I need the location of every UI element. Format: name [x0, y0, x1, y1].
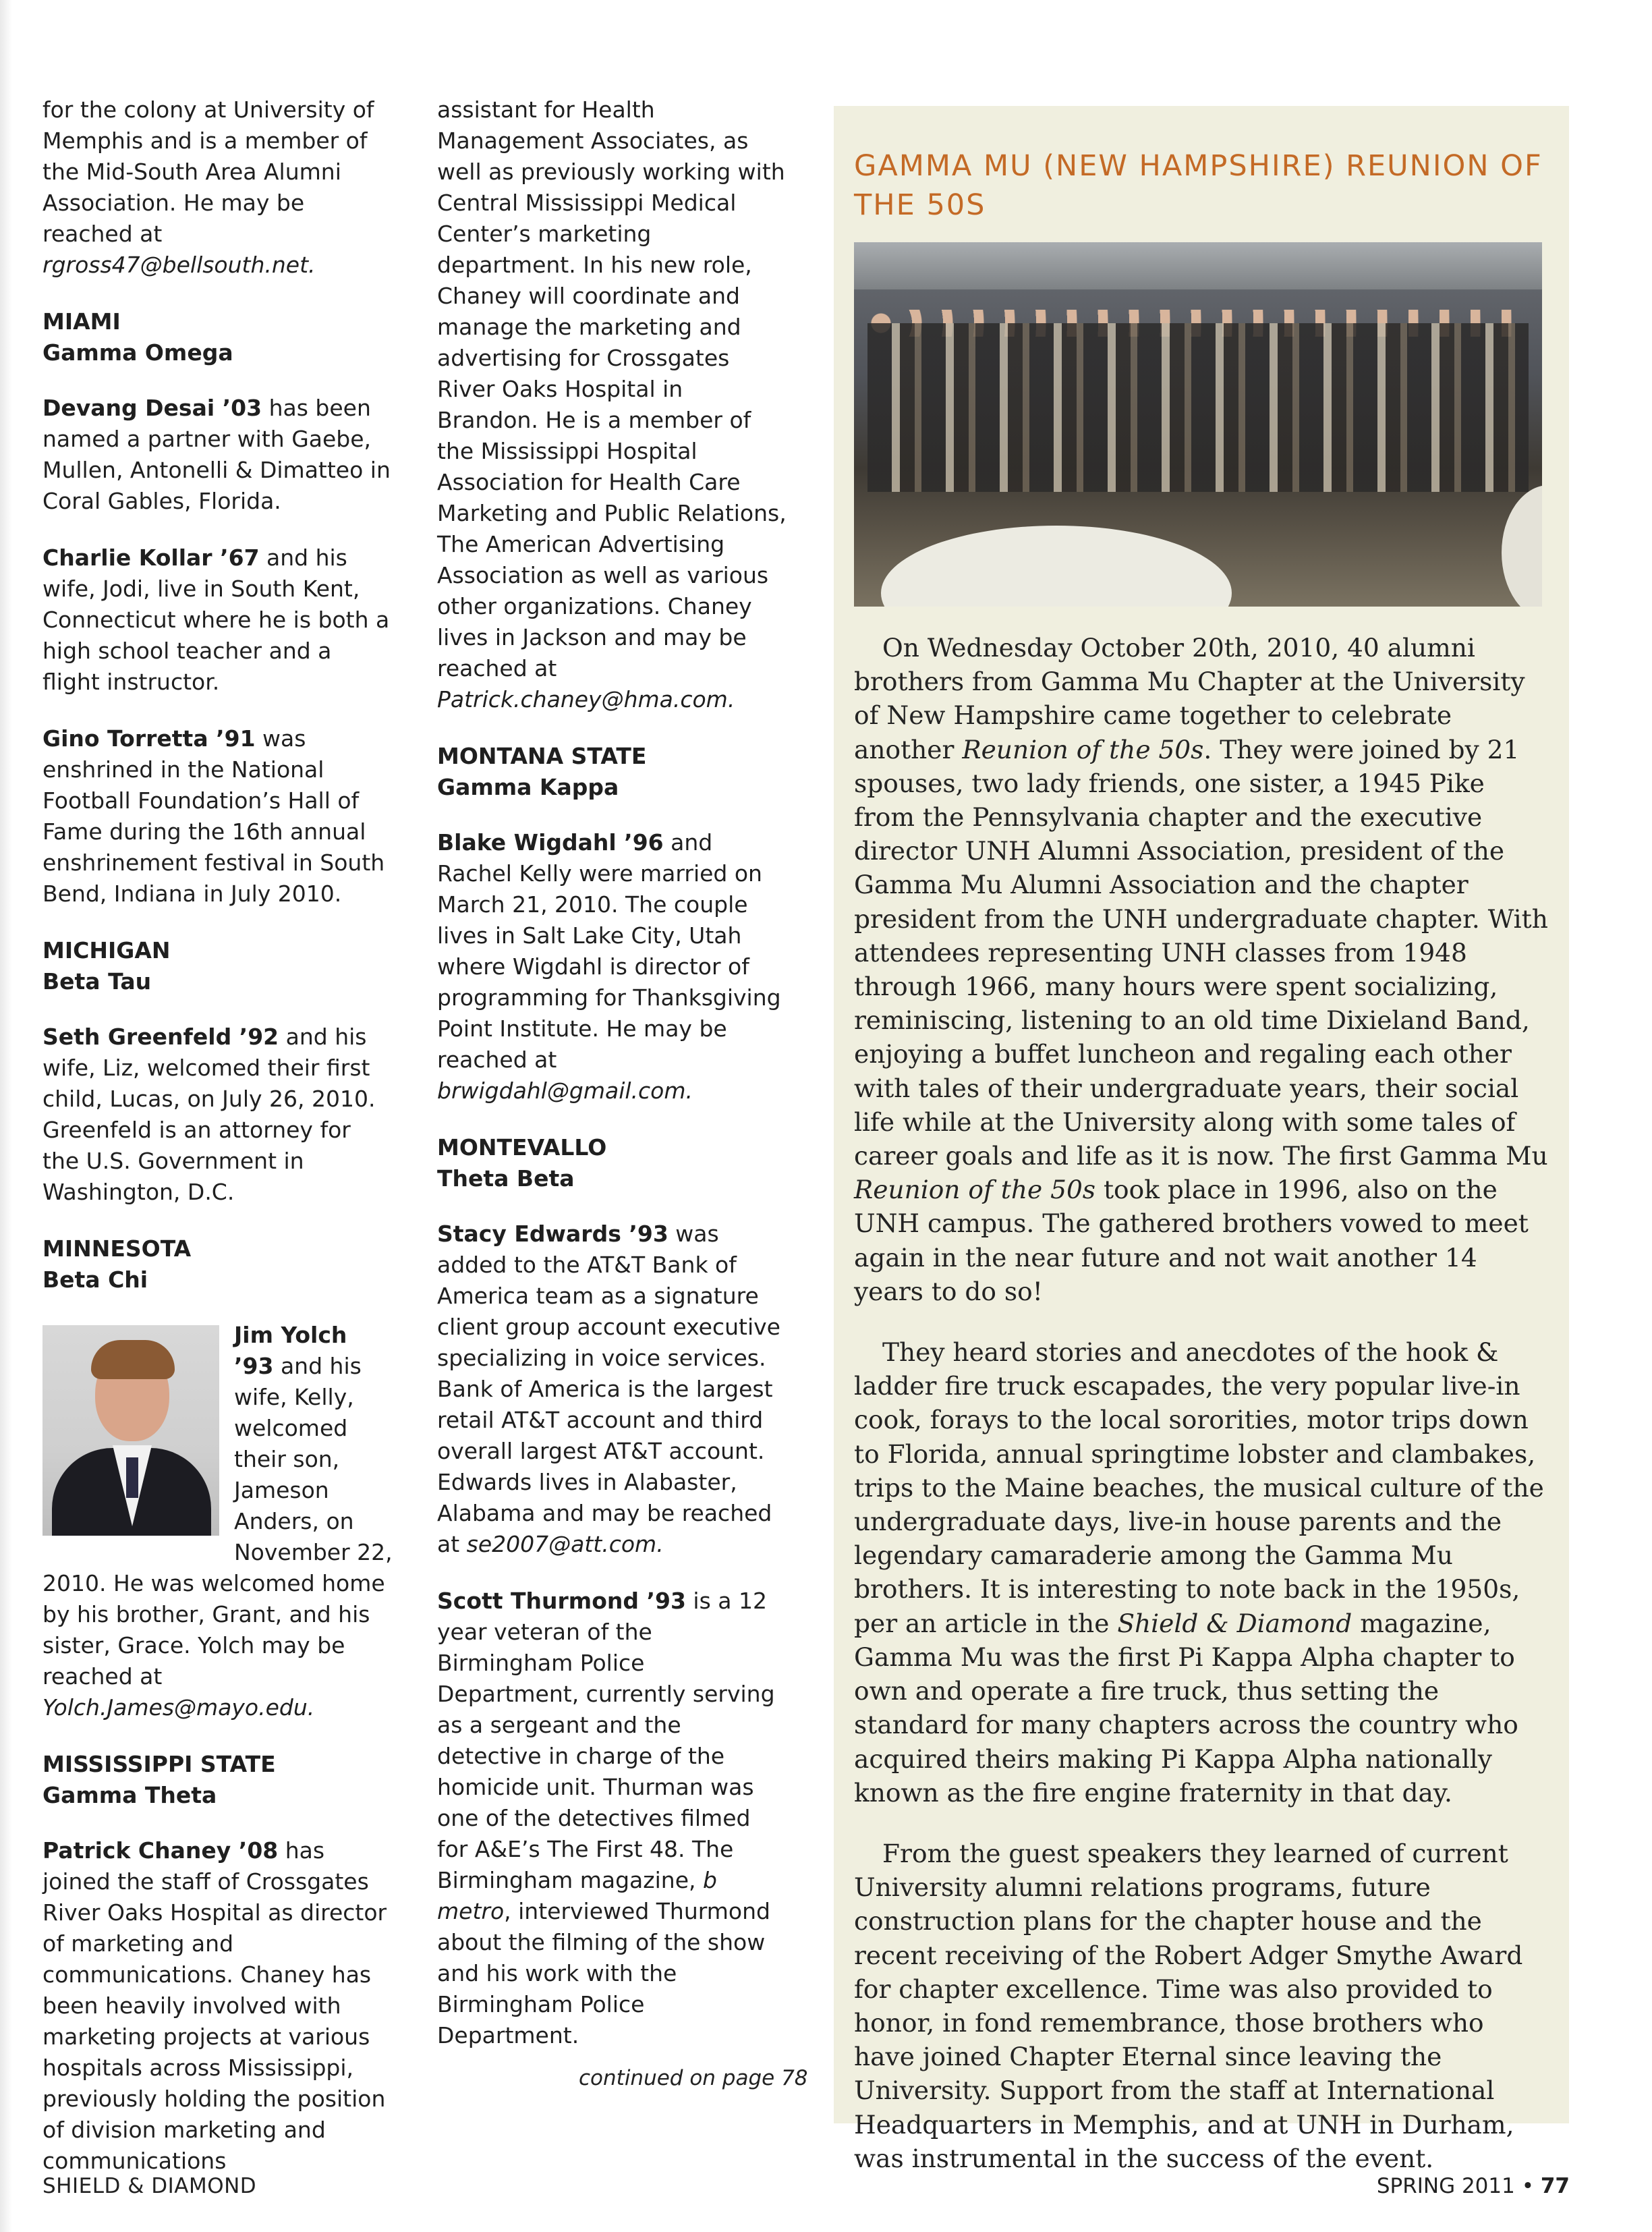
entry-desai: Devang Desai ’03 has been named a partner with Gaebe, Mullen, Antonelli & Dimatteo in Coral Gables, Florida.: [42, 395, 391, 514]
sidebar-paragraph-3: From the guest speakers they learned of current University alumni relations programs, future construction plans for the chapter house and the recent receiving of the Robert Adger Smythe Award for chapter excellence. Time was also provided to honor, in fond remembrance, those brothers who have joined Chapter Eternal since leaving the University. Support from the staff at International Headquarters in Memphis, and at UNH in Durham, was instrumental in the success of the event.: [854, 1838, 1523, 2173]
footer-issue: SPRING 2011 • 77: [1376, 2174, 1570, 2198]
email-yolch[interactable]: Yolch.James@mayo.edu.: [42, 1694, 315, 1721]
sidebar-title: GAMMA MU (NEW HAMPSHIRE) REUNION OF THE 50S: [854, 149, 1543, 222]
entry-greenfeld: Seth Greenfeld ’92 and his wife, Liz, welcomed their first child, Lucas, on July 26, 2010. Greenfeld is an attorney for the U.S. Government in Washington, D.C.: [42, 1024, 376, 1205]
entry-torretta: Gino Torretta ’91 was enshrined in the National Football Foundation’s Hall of Fame during the 16th annual enshrinement festival in South Bend, Indiana in July 2010.: [42, 725, 385, 907]
email-wigdahl[interactable]: brwigdahl@gmail.com.: [437, 1078, 693, 1104]
chapter-heading-minnesota: MINNESOTA Beta Chi: [42, 1235, 192, 1293]
portrait-photo-yolch: [42, 1325, 219, 1536]
middle-column: [437, 94, 788, 2077]
entry-chaney: Patrick Chaney ’08 has joined the staff of Crossgates River Oaks Hospital as director of marketing and communications. Chaney has been heavily involved with marketing projects at various hospitals across Mississippi, previously holding the position of division marketing and communications: [42, 1837, 387, 2174]
chapter-heading-miami: MIAMI Gamma Omega: [42, 308, 233, 366]
entry-edwards: Stacy Edwards ’93 was added to the AT&T Bank of America team as a signature client group account executive specializing in voice services. Bank of America is the largest retail AT&T account and third overall largest AT&T account. Edwards lives in Alabaster, Alabama and may be reached at se2007@att.com.: [437, 1221, 780, 1557]
left-column: [42, 94, 393, 2202]
email-gross[interactable]: rgross47@bellsouth.net.: [42, 252, 316, 278]
sidebar-reunion: [834, 106, 1569, 2173]
entry-kollar: Charlie Kollar ’67 and his wife, Jodi, live in South Kent, Connecticut where he is both a high school teacher and a flight instructor.: [42, 545, 390, 695]
paragraph-gross: for the colony at University of Memphis and is a member of the Mid-South Area Alumni Association. He may be reached at rgross47@bellsouth.net.: [42, 96, 374, 278]
chapter-heading-montevallo: MONTEVALLO Theta Beta: [437, 1134, 607, 1192]
continued-note: continued on page 78: [579, 2066, 808, 2090]
entry-wigdahl: Blake Wigdahl ’96 and Rachel Kelly were married on March 21, 2010. The couple lives in Salt Lake City, Utah where Wigdahl is director of programming for Thanksgiving Point Institute. He may be reached at brwigdahl@gmail.com.: [437, 829, 781, 1104]
entry-yolch-wrap: [42, 1320, 393, 1749]
email-edwards[interactable]: se2007@att.com.: [466, 1531, 664, 1557]
chapter-heading-michigan: MICHIGAN Beta Tau: [42, 937, 171, 995]
scan-edge: [0, 0, 12, 2232]
entry-thurmond: Scott Thurmond ’93 is a 12 year veteran of the Birmingham Police Department, currently serving as a sergeant and the detective in charge of the homicide unit. Thurman was one of the detectives filmed for A&E’s The First 48. The Birmingham magazine, b metro, interviewed Thurmond about the filming of the show and his work with the Birmingham Police Department.: [437, 1588, 775, 2048]
entry-yolch: Jim Yolch ’93 and his wife, Kelly, welcomed their son, Jameson Anders, on November 22, 2010. He was welcomed home by his brother, Grant, and his sister, Grace. Yolch may be reached at Yolch.James@mayo.edu.: [42, 1322, 393, 1721]
sidebar-body: [854, 631, 1549, 2202]
page-number: 77: [1540, 2174, 1570, 2198]
entry-chaney-continued: assistant for Health Management Associates, as well as previously working with Central Mississippi Medical Center’s marketing department. In his new role, Chaney will coordinate and manage the marketing and advertising for Crossgates River Oaks Hospital in Brandon. He is a member of the Mississippi Hospital Association for Health Care Marketing and Public Relations, The American Advertising Association as well as various other organizations. Chaney lives in Jackson and may be reached at Patrick.chaney@hma.com.: [437, 96, 787, 713]
sidebar-paragraph-2: They heard stories and anecdotes of the hook & ladder fire truck escapades, the very popular live-in cook, forays to the local sororities, motor trips down to Florida, annual springtime lobster and clambakes, trips to the Maine beaches, the musical culture of the undergraduate days, live-in house parents and the legendary camaraderie among the Gamma Mu brothers. It is interesting to note back in the 1950s, per an article in the Shield & Diamond magazine, Gamma Mu was the first Pi Kappa Alpha chapter to own and operate a fire truck, thus setting the standard for many chapters across the country who acquired theirs making Pi Kappa Alpha nationally known as the fire engine fraternity in that day.: [854, 1337, 1544, 1808]
sidebar-paragraph-1: On Wednesday October 20th, 2010, 40 alumni brothers from Gamma Mu Chapter at the University of New Hampshire came together to celebrate another Reunion of the 50s. They were joined by 21 spouses, two lady friends, one sister, a 1945 Pike from the Pennsylvania chapter and the executive director UNH Alumni Association, president of the Gamma Mu Alumni Association and the chapter president from the UNH undergraduate chapter. With attendees representing UNH classes from 1948 through 1966, many hours were spent socializing, reminiscing, listening to an old time Dixieland Band, enjoying a buffet luncheon and regaling each other with tales of their undergraduate years, their social life while at the University along with some tales of career goals and life as it is now. The first Gamma Mu Reunion of the 50s took place in 1996, also on the UNH campus. The gathered brothers vowed to meet again in the near future and not wait another 14 years to do so!: [854, 633, 1548, 1306]
email-chaney[interactable]: Patrick.chaney@hma.com.: [437, 686, 735, 713]
chapter-heading-montana-state: MONTANA STATE Gamma Kappa: [437, 743, 647, 800]
footer-magazine-name: SHIELD & DIAMOND: [42, 2174, 257, 2198]
chapter-heading-mississippi-state: MISSISSIPPI STATE Gamma Theta: [42, 1751, 276, 1808]
group-photo: [854, 242, 1542, 607]
